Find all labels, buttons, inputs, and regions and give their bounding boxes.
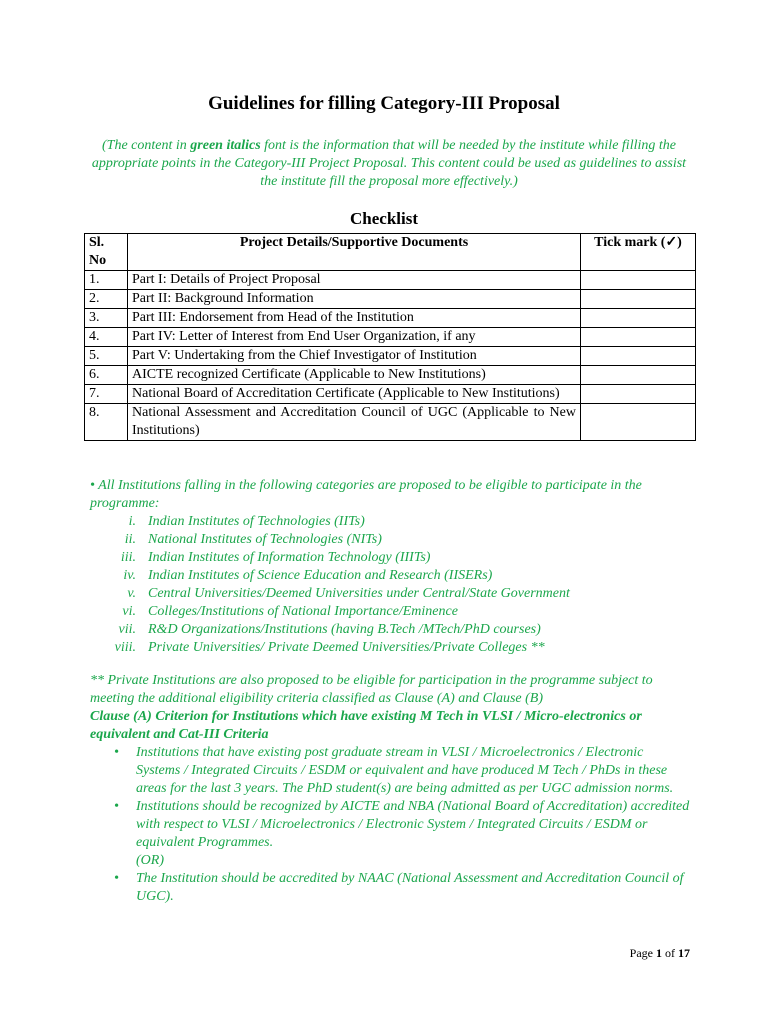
- item-number: iv.: [123, 568, 136, 583]
- item-text: Indian Institutes of Information Technology (IIITs): [148, 550, 431, 565]
- intro-note: [84, 137, 694, 191]
- checklist-table: [84, 233, 696, 441]
- row-doc: Part IV: Letter of Interest from End User Organization, if any: [128, 328, 581, 347]
- row-doc: AICTE recognized Certificate (Applicable to New Institutions): [128, 366, 581, 385]
- clause-a-heading: Clause (A) Criterion for Institutions which have existing M Tech in VLSI / Micro-electronics or equivalent and Cat-III Criteria: [90, 709, 642, 742]
- checklist-title: Checklist: [350, 209, 418, 228]
- list-item: [90, 531, 690, 549]
- bullet-icon: •: [114, 871, 119, 886]
- item-number: ii.: [124, 532, 136, 547]
- item-text: R&D Organizations/Institutions (having B.Tech /MTech/PhD courses): [148, 622, 541, 637]
- row-doc: Part III: Endorsement from Head of the Institution: [128, 309, 581, 328]
- bullet-icon: •: [114, 745, 119, 760]
- list-item: [90, 870, 690, 906]
- row-sl: 3.: [85, 309, 128, 328]
- clause-a-list: [90, 744, 690, 906]
- eligibility-intro: [90, 477, 690, 513]
- row-doc: Part II: Background Information: [128, 290, 581, 309]
- item-text: Institutions should be recognized by AICTE and NBA (National Board of Accreditation) accredited with respect to VLSI / Microelectronics / Electronic System / Integrated Circuits / ESDM or equivalent Programmes.: [136, 799, 690, 850]
- list-item: [90, 603, 690, 621]
- list-item: [90, 621, 690, 639]
- item-number: i.: [128, 514, 136, 529]
- row-sl: 8.: [85, 404, 128, 441]
- list-item: [90, 639, 690, 657]
- item-number: iii.: [120, 550, 136, 565]
- item-text: Central Universities/Deemed Universities under Central/State Government: [148, 586, 570, 601]
- page-current: 1: [656, 946, 662, 960]
- item-text: The Institution should be accredited by NAAC (National Assessment and Accreditation Council of UGC).: [136, 871, 684, 904]
- item-number: vii.: [118, 622, 136, 637]
- header-doc: Project Details/Supportive Documents: [128, 234, 581, 271]
- item-text: Indian Institutes of Technologies (IITs): [148, 514, 365, 529]
- item-number: viii.: [114, 640, 136, 655]
- table-row: [85, 290, 696, 309]
- row-sl: 7.: [85, 385, 128, 404]
- header-tick: Tick mark (✓): [581, 234, 696, 271]
- table-row: [85, 366, 696, 385]
- table-row: [85, 404, 696, 441]
- table-row: [85, 309, 696, 328]
- page-number: [600, 946, 690, 961]
- tick-cell[interactable]: [581, 347, 696, 366]
- row-doc: National Assessment and Accreditation Council of UGC (Applicable to New Institutions): [128, 404, 581, 441]
- item-number: vi.: [122, 604, 136, 619]
- page-total: 17: [678, 946, 690, 960]
- row-sl: 2.: [85, 290, 128, 309]
- tick-cell[interactable]: [581, 309, 696, 328]
- list-item: [90, 798, 690, 870]
- intro-suffix: font is the information that will be needed by the institute while filling the appropriate points in the Category-III Project Proposal. This content could be used as guidelines to assist the institute fill the proposal more effectively.): [91, 138, 687, 189]
- tick-cell[interactable]: [581, 328, 696, 347]
- eligibility-list: [90, 513, 690, 657]
- row-sl: 6.: [85, 366, 128, 385]
- private-note: ** Private Institutions are also proposed to be eligible for participation in the programme subject to meeting the additional eligibility criteria classified as Clause (A) and Clause (B): [90, 673, 653, 706]
- list-item: [90, 513, 690, 531]
- table-row: [85, 271, 696, 290]
- row-doc: Part V: Undertaking from the Chief Investigator of Institution: [128, 347, 581, 366]
- eligibility-intro-text: All Institutions falling in the following categories are proposed to be eligible to participate in the programme:: [90, 478, 642, 511]
- intro-bold: green italics: [190, 138, 261, 153]
- page-title: Guidelines for filling Category-III Proposal: [208, 93, 560, 114]
- bullet-icon: •: [90, 478, 95, 493]
- item-text: Institutions that have existing post graduate stream in VLSI / Microelectronics / Electronic Systems / Integrated Circuits / ESDM or equivalent and have produced M Tech / PhDs in these areas for the last 3 years. The PhD student(s) are being admitted as per UGC admission norms.: [136, 745, 674, 796]
- eligibility-section: [90, 477, 690, 657]
- item-text: Indian Institutes of Science Education and Research (IISERs): [148, 568, 493, 583]
- row-sl: 5.: [85, 347, 128, 366]
- intro-prefix: (The content in: [102, 138, 191, 153]
- bullet-icon: •: [114, 799, 119, 814]
- tick-cell[interactable]: [581, 290, 696, 309]
- item-text-group: [136, 798, 690, 870]
- tick-cell[interactable]: [581, 366, 696, 385]
- tick-cell[interactable]: [581, 385, 696, 404]
- item-text: National Institutes of Technologies (NITs): [148, 532, 382, 547]
- or-text: (OR): [136, 853, 164, 868]
- page-label: Page: [629, 946, 656, 960]
- item-text: Private Universities/ Private Deemed Universities/Private Colleges **: [148, 640, 545, 655]
- row-sl: 4.: [85, 328, 128, 347]
- table-row: [85, 347, 696, 366]
- list-item: [90, 585, 690, 603]
- table-row: [85, 385, 696, 404]
- header-sl: Sl. No: [85, 234, 128, 271]
- tick-cell[interactable]: [581, 404, 696, 441]
- list-item: [90, 549, 690, 567]
- row-sl: 1.: [85, 271, 128, 290]
- row-doc: Part I: Details of Project Proposal: [128, 271, 581, 290]
- tick-cell[interactable]: [581, 271, 696, 290]
- table-header-row: [85, 234, 696, 271]
- list-item: [90, 744, 690, 798]
- table-row: [85, 328, 696, 347]
- of-label: of: [662, 946, 678, 960]
- item-text: Colleges/Institutions of National Importance/Eminence: [148, 604, 458, 619]
- list-item: [90, 567, 690, 585]
- row-doc: National Board of Accreditation Certificate (Applicable to New Institutions): [128, 385, 581, 404]
- private-institutions-section: [90, 672, 690, 906]
- item-number: v.: [127, 586, 136, 601]
